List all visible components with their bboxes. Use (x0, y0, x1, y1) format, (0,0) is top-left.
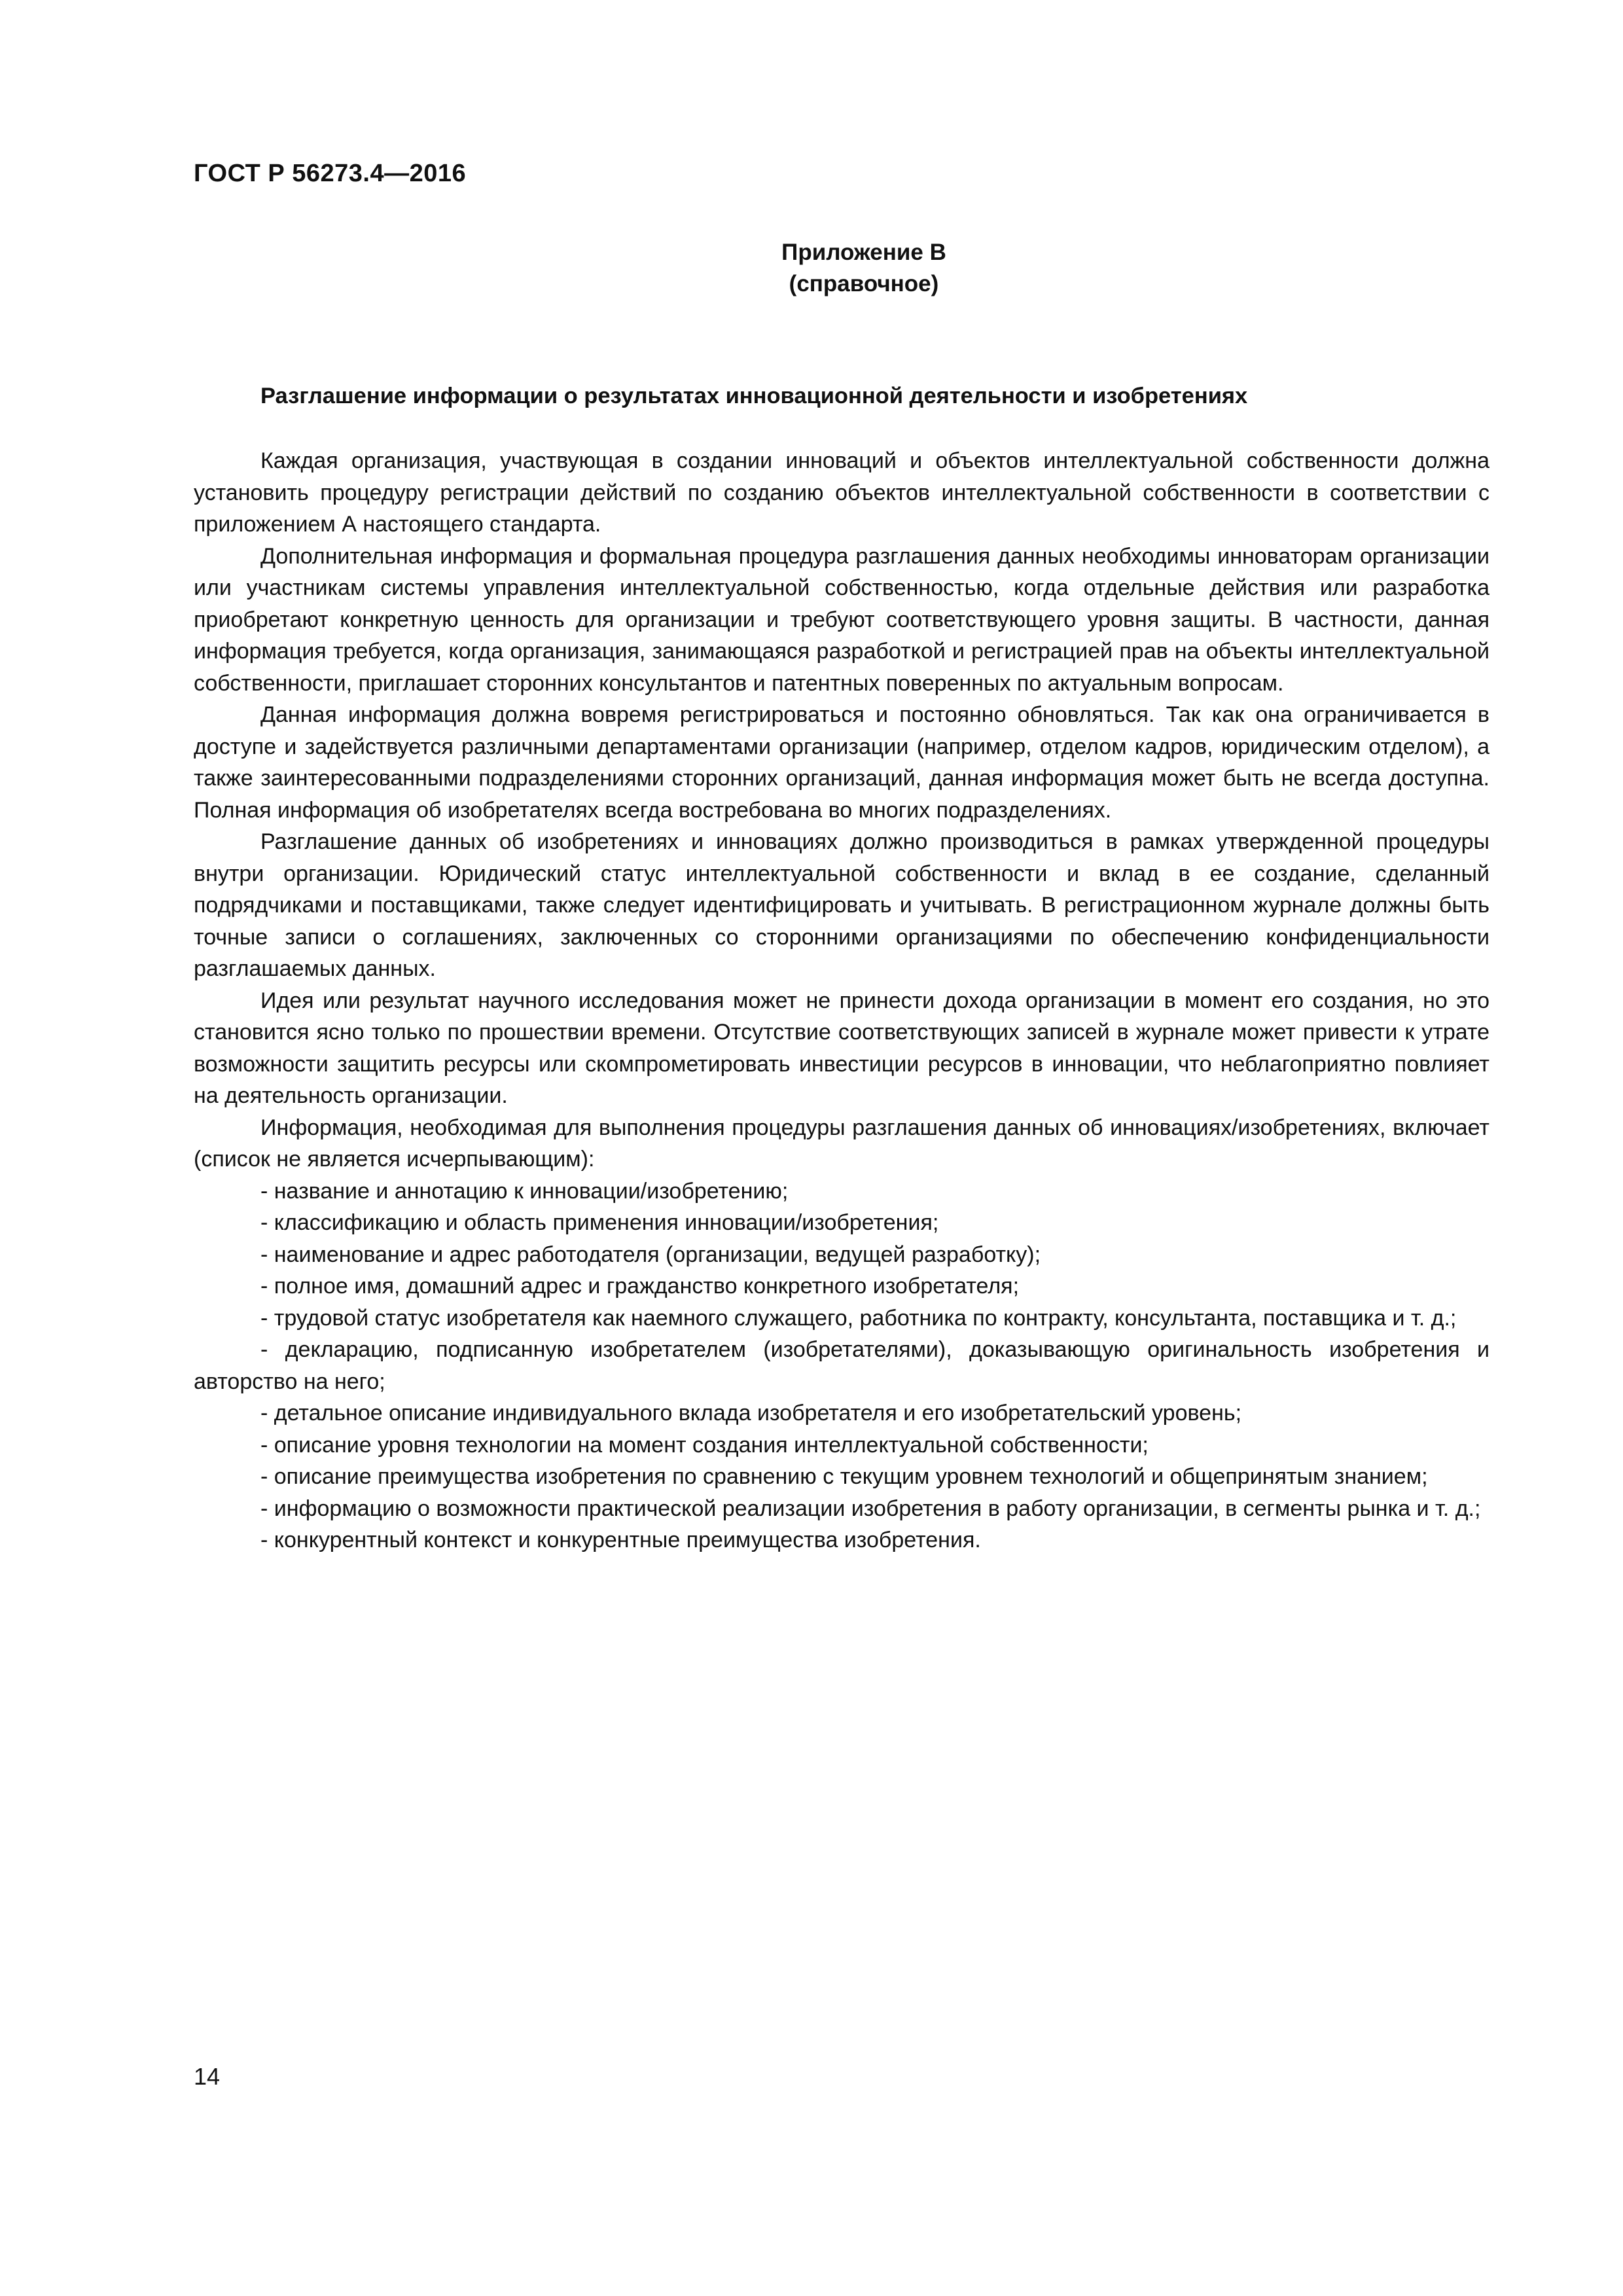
paragraph: Дополнительная информация и формальная процедура разглашения данных необходимы инноваторам организации или участникам системы управления интеллектуальной собственностью, когда отдельные действия или разработка приобретают конкретную ценность для организации и требуют соответствующего уровня защиты. В частности, данная информация требуется, когда организация, занимающаяся разработкой и регистрацией прав на объекты интеллектуальной собственности, приглашает сторонних консультантов и патентных поверенных по актуальным вопросам. (194, 543, 1489, 696)
list-item: - конкурентный контекст и конкурентные преимущества изобретения. (260, 1528, 981, 1552)
section-heading: Разглашение информации о результатах инновационной деятельности и изобретениях (260, 384, 1248, 408)
list-item: - трудовой статус изобретателя как наемного служащего, работника по контракту, консультанта, поставщика и т. д.; (260, 1305, 1457, 1331)
body-text (194, 445, 1489, 1556)
list-item: - описание уровня технологии на момент создания интеллектуальной собственности; (260, 1432, 1149, 1458)
paragraph: Каждая организация, участвующая в создании инноваций и объектов интеллектуальной собственности должна установить процедуру регистрации действий по созданию объектов интеллектуальной собственности в соответствии с приложением А настоящего стандарта. (194, 448, 1489, 537)
appendix-title: Приложение В (781, 240, 946, 265)
list-item: - наименование и адрес работодателя (организации, ведущей разработку); (260, 1242, 1041, 1267)
list-item: - декларацию, подписанную изобретателем (изобретателями), доказывающую оригинальность изобретения и авторство на него; (194, 1337, 1489, 1394)
document-code: ГОСТ Р 56273.4—2016 (194, 160, 467, 187)
list-item: - название и аннотацию к инновации/изобретению; (260, 1178, 789, 1204)
list-item: - классификацию и область применения инновации/изобретения; (260, 1210, 939, 1235)
list-item: - информацию о возможности практической реализации изобретения в работу организации, в сегменты рынка и т. д.; (260, 1496, 1481, 1521)
list-item: - полное имя, домашний адрес и гражданство конкретного изобретателя; (260, 1274, 1020, 1299)
paragraph: Разглашение данных об изобретениях и инновациях должно производиться в рамках утвержденной процедуры внутри организации. Юридический статус интеллектуальной собственности и вклад в ее создание, сделанный подрядчиками и поставщиками, также следует идентифицировать и учитывать. В регистрационном журнале должны быть точные записи о соглашениях, заключенных со сторонними организациями по обеспечению конфиденциальности разглашаемых данных. (194, 829, 1489, 981)
paragraph: Идея или результат научного исследования может не принести дохода организации в момент его создания, но это становится ясно только по прошествии времени. Отсутствие соответствующих записей в журнале может привести к утрате возможности защитить ресурсы или скомпрометировать инвестиции ресурсов в инновации, что неблагоприятно повлияет на деятельность организации. (194, 988, 1489, 1108)
list-item: - детальное описание индивидуального вклада изобретателя и его изобретательский уровень; (260, 1401, 1242, 1426)
list-item: - описание преимущества изобретения по сравнению с текущим уровнем технологий и общепринятым знанием; (260, 1464, 1428, 1489)
page-number: 14 (194, 2063, 221, 2090)
paragraph: Данная информация должна вовремя регистрироваться и постоянно обновляться. Так как она ограничивается в доступе и задействуется различными департаментами организации (например, отделом кадров, юридическим отделом), а также заинтересованными подразделениями сторонних организаций, данная информация может быть не всегда доступна. Полная информация об изобретателях всегда востребована во многих подразделениях. (194, 702, 1489, 823)
appendix-subtitle: (справочное) (789, 271, 939, 296)
paragraph: Информация, необходимая для выполнения процедуры разглашения данных об инновациях/изобретениях, включает (список не является исчерпывающим): (194, 1115, 1489, 1172)
appendix-title-block (681, 237, 1047, 300)
